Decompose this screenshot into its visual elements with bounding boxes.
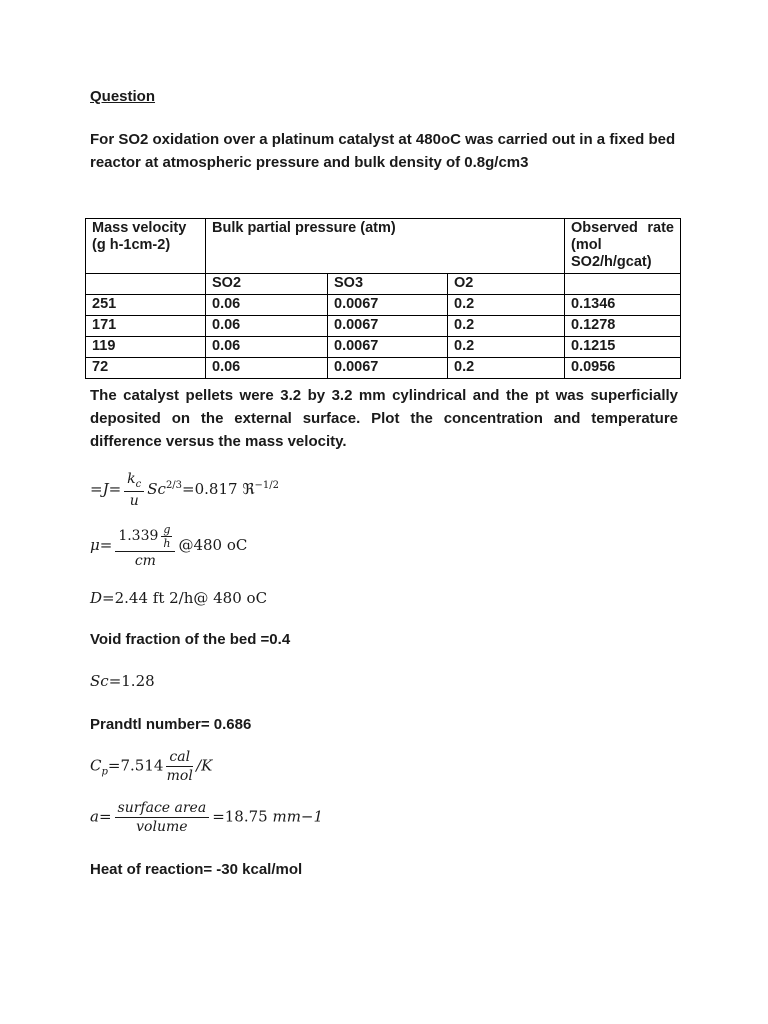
inner-numerator: g [163, 522, 171, 536]
cell-so2: 0.06 [206, 295, 328, 316]
variable-sc: Sc [147, 479, 166, 498]
unit: mm−1 [272, 807, 324, 826]
variable-c: C [90, 756, 102, 775]
intro-paragraph: For SO2 oxidation over a platinum catalyst at 480oC was carried out in a fixed bed reactor at atmospheric pressure and bulk density of 0.8g/cm3 [90, 131, 676, 171]
variable-d: D [90, 588, 103, 607]
inner-fraction [161, 523, 172, 550]
formula-heat-capacity [90, 749, 768, 784]
variable-sc: Sc [90, 671, 109, 690]
variable-kc: k [127, 471, 136, 487]
formula-surface-to-volume [90, 800, 768, 835]
denominator: volume [136, 818, 188, 835]
cell-so2: 0.06 [206, 316, 328, 337]
header-observed-line1 [571, 220, 674, 237]
exponent-re: −1/2 [254, 479, 280, 491]
numerator [115, 523, 175, 552]
cell-o2: 0.2 [448, 358, 565, 379]
denominator: u [129, 492, 139, 509]
header-observed-line2: (mol [571, 237, 602, 253]
header-observed-rate [565, 219, 681, 274]
table-row [86, 295, 681, 316]
condition: @480 oC [178, 535, 248, 554]
cell-mass-velocity: 251 [86, 295, 206, 316]
header-mass-line2: (g h-1cm-2) [92, 237, 171, 253]
numerator: surface area [115, 800, 210, 818]
cell-o2: 0.2 [448, 316, 565, 337]
cell-so3: 0.0067 [328, 295, 448, 316]
header-observed-line3: SO2/h/gcat) [571, 254, 652, 270]
table-subheader-row [86, 274, 681, 295]
cell-o2: 0.2 [448, 337, 565, 358]
coefficient: 1.339 [118, 528, 159, 545]
equals-value: =7.514 [107, 756, 164, 775]
cell-mass-velocity: 72 [86, 358, 206, 379]
header-observed-word1: Observed [571, 220, 638, 236]
data-table [85, 218, 681, 379]
formula-viscosity [90, 523, 768, 569]
formula-schmidt [90, 672, 768, 690]
formula-diffusivity [90, 589, 768, 607]
subscript-p: p [101, 766, 108, 778]
cell-so3: 0.0067 [328, 358, 448, 379]
cell-so2: 0.06 [206, 358, 328, 379]
formula-lead: μ= [90, 535, 113, 554]
inner-denominator: h [163, 536, 171, 550]
subheader-empty-mass [86, 274, 206, 295]
numerator [124, 471, 144, 492]
header-mass-velocity [86, 219, 206, 274]
fraction [115, 523, 175, 569]
formula-lead: =J= [90, 479, 122, 498]
numerator-content [118, 523, 172, 550]
exponent-sc: 2/3 [165, 479, 183, 491]
cell-o2: 0.2 [448, 295, 565, 316]
pellets-paragraph: The catalyst pellets were 3.2 by 3.2 mm cylindrical and the pt was superficially deposited on the external surface. Plot the concentration and temperature difference versus the mass velocity. [90, 387, 678, 450]
numerator: cal [166, 749, 193, 767]
cell-so3: 0.0067 [328, 316, 448, 337]
per-kelvin: /K [196, 756, 213, 775]
header-bulk-pressure: Bulk partial pressure (atm) [206, 219, 565, 274]
table-header-row [86, 219, 681, 274]
cell-observed-rate: 0.0956 [565, 358, 681, 379]
denominator: cm [134, 552, 156, 569]
cell-so2: 0.06 [206, 337, 328, 358]
cell-observed-rate: 0.1278 [565, 316, 681, 337]
heat-of-reaction-line: Heat of reaction= -30 kcal/mol [90, 860, 303, 878]
cell-observed-rate: 0.1215 [565, 337, 681, 358]
formula-j-factor [90, 471, 768, 509]
fraction [115, 800, 210, 835]
cell-observed-rate: 0.1346 [565, 295, 681, 316]
denominator: mol [166, 767, 193, 784]
equals-value: =0.817 [182, 479, 238, 498]
fraction [166, 749, 193, 784]
reynolds-symbol: ℜ [242, 479, 255, 498]
table-row [86, 316, 681, 337]
question-heading: Question [90, 88, 156, 105]
header-observed-word2: rate [647, 220, 674, 236]
subheader-so3: SO3 [328, 274, 448, 295]
cell-mass-velocity: 171 [86, 316, 206, 337]
table-row [86, 337, 681, 358]
cell-so3: 0.0067 [328, 337, 448, 358]
subheader-o2: O2 [448, 274, 565, 295]
value: =1.28 [108, 671, 155, 690]
fraction [124, 471, 144, 509]
prandtl-number-line: Prandtl number= 0.686 [90, 715, 252, 733]
subscript-c: c [135, 478, 142, 490]
subheader-empty-observed [565, 274, 681, 295]
subheader-so2: SO2 [206, 274, 328, 295]
formula-lead: a= [90, 807, 112, 826]
void-fraction-line: Void fraction of the bed =0.4 [90, 630, 291, 648]
cell-mass-velocity: 119 [86, 337, 206, 358]
table-row [86, 358, 681, 379]
equals-value: =18.75 [212, 807, 268, 826]
value-condition: =2.44 ft 2/h@ 480 oC [102, 588, 268, 607]
header-mass-line1: Mass velocity [92, 220, 187, 236]
